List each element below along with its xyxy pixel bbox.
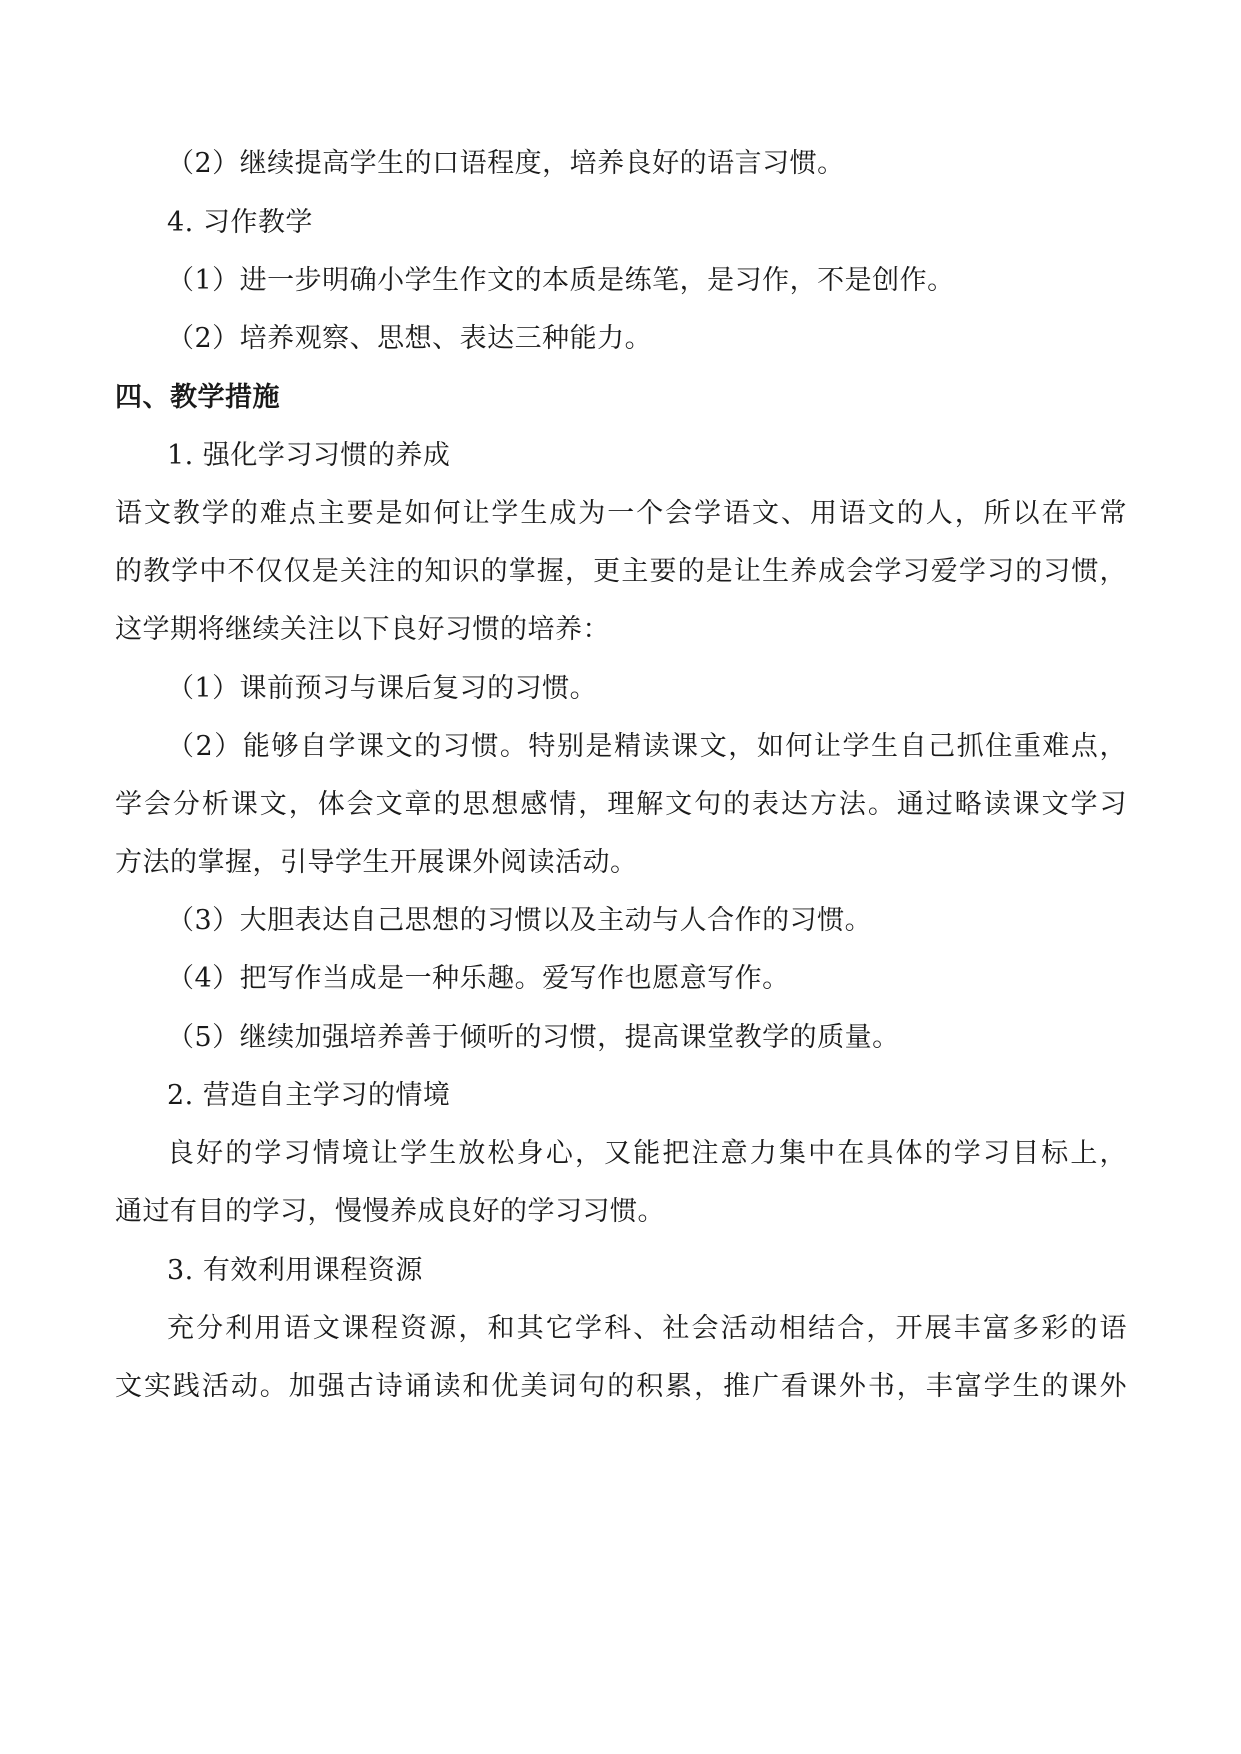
paragraph-line: 这学期将继续关注以下良好习惯的培养： (115, 614, 610, 645)
paragraph-line: 文实践活动。加强古诗诵读和优美词句的积累，推广看课外书，丰富学生的课外 (115, 1371, 1127, 1402)
paragraph-line: （2）能够自学课文的习惯。特别是精读课文，如何让学生自己抓住重难点， (167, 731, 1127, 762)
paragraph-line: （2）培养观察、思想、表达三种能力。 (167, 323, 653, 354)
paragraph-line: 的教学中不仅仅是关注的知识的掌握，更主要的是让生养成会学习爱学习的习惯， (115, 556, 1127, 587)
section-heading: 四、教学措施 (115, 382, 280, 413)
paragraph-line: 通过有目的学习，慢慢养成良好的学习习惯。 (115, 1196, 665, 1227)
paragraph-line: 学会分析课文，体会文章的思想感情，理解文句的表达方法。通过略读课文学习 (115, 789, 1127, 820)
section-subheading: 2. 营造自主学习的情境 (167, 1080, 451, 1111)
paragraph-line: （5）继续加强培养善于倾听的习惯，提高课堂教学的质量。 (167, 1022, 900, 1053)
paragraph-line: （3）大胆表达自己思想的习惯以及主动与人合作的习惯。 (167, 905, 873, 936)
paragraph-line: （4）把写作当成是一种乐趣。爱写作也愿意写作。 (167, 963, 790, 994)
paragraph-line: 语文教学的难点主要是如何让学生成为一个会学语文、用语文的人，所以在平常 (115, 498, 1127, 529)
section-subheading: 1. 强化学习习惯的养成 (167, 440, 451, 471)
section-subheading: 4. 习作教学 (167, 207, 313, 238)
paragraph-line: （2）继续提高学生的口语程度，培养良好的语言习惯。 (167, 148, 845, 179)
paragraph-line: （1）进一步明确小学生作文的本质是练笔，是习作，不是创作。 (167, 265, 955, 296)
paragraph-line: 方法的掌握，引导学生开展课外阅读活动。 (115, 847, 638, 878)
paragraph-line: 充分利用语文课程资源，和其它学科、社会活动相结合，开展丰富多彩的语 (167, 1313, 1127, 1344)
paragraph-line: 良好的学习情境让学生放松身心，又能把注意力集中在具体的学习目标上， (167, 1138, 1127, 1169)
section-subheading: 3. 有效利用课程资源 (167, 1255, 423, 1286)
paragraph-line: （1）课前预习与课后复习的习惯。 (167, 673, 598, 704)
